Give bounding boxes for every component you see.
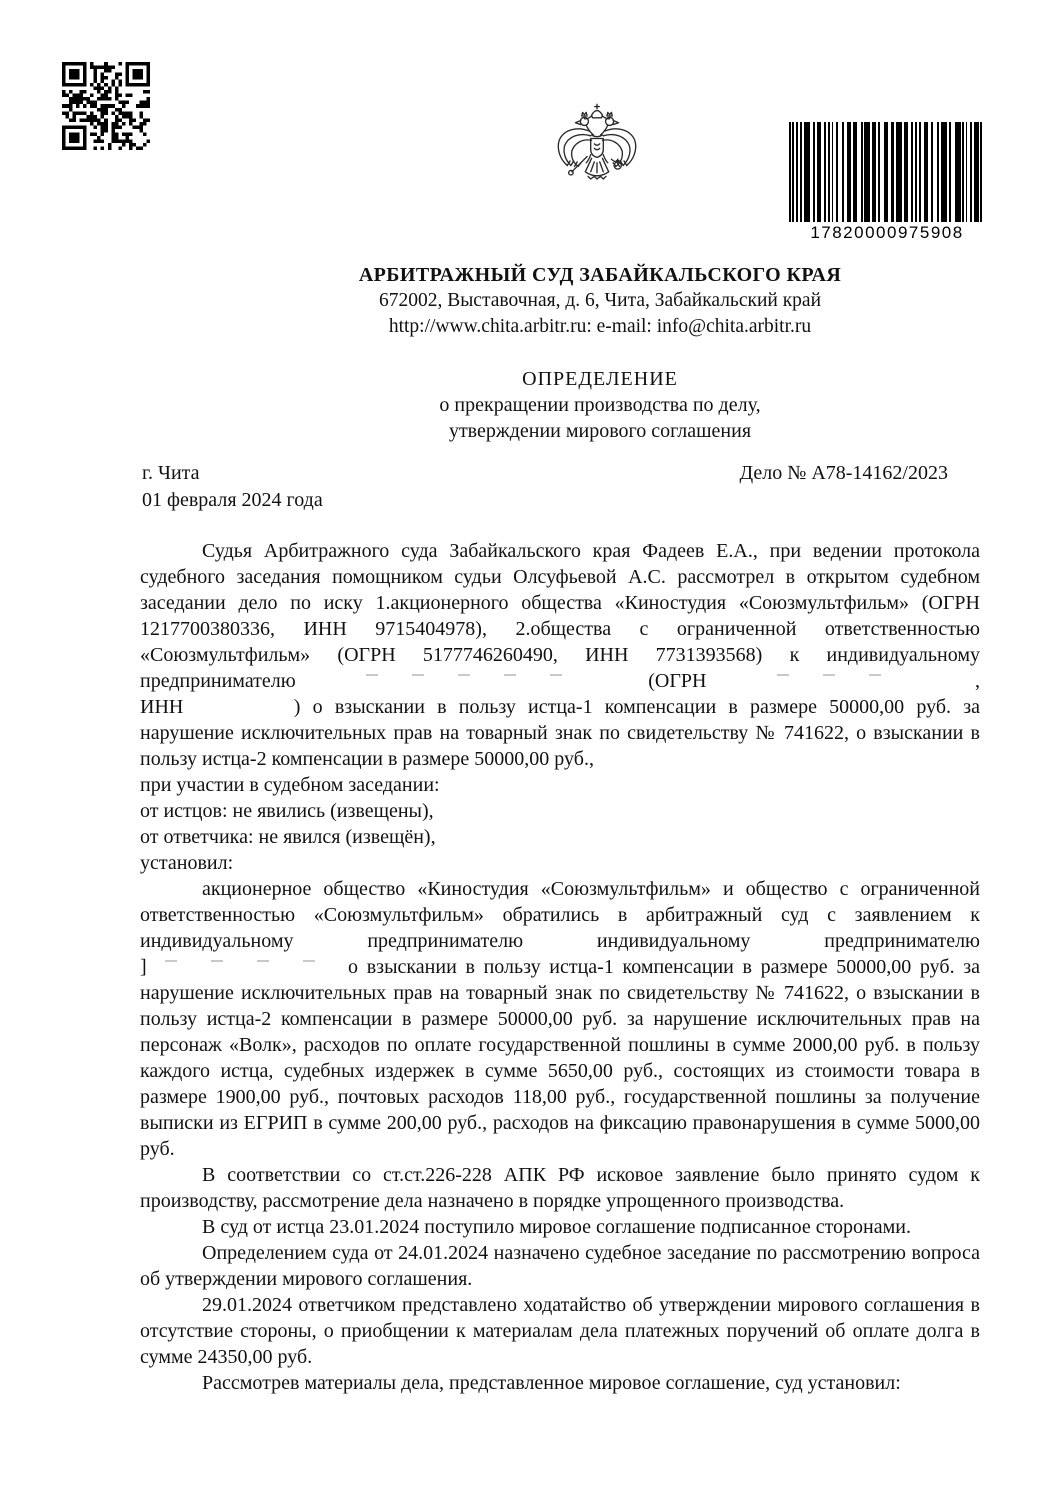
barcode-number: 17820000975908	[810, 223, 964, 242]
barcode-bars	[789, 122, 982, 222]
claims-text: ) о взыскании в пользу истца-1 компенсации в размере 50000,00 руб. за нарушение исключительных прав на товарный знак по свидетельству № 741622, о взыскании в пользу истца-2 компенсации в размере 50000,00 руб.,	[140, 696, 981, 770]
trailing-comma: ,	[975, 670, 981, 692]
claim-details-text: о взыскании в пользу истца-1 компенсации в размере 50000,00 руб. за нарушение исключительных прав на товарный знак по свидетельству № 741622, о взыскании в пользу истца-2 компенсации в размере 50000,00 руб. за нарушение исключительных прав на персонаж «Волк», расходов по оплате государственной пошлины в сумме 2000,00 руб. в пользу каждого истца, судебных издержек в сумме 5650,00 руб., состоящих из стоимости товара в размере 1900,00 руб., почтовых расходов 118,00 руб., государственной пошлины за получение выписки из ЕГРИП в сумме 200,00 руб., расходов на фиксацию правонарушения в сумме 5000,00 руб.	[140, 956, 981, 1160]
court-contacts: http://www.chita.arbitr.ru: e-mail: info@chita.arbitr.ru	[388, 316, 812, 337]
paragraph-settlement-received: В суд от истца 23.01.2024 поступило мировое соглашение подписанное сторонами.	[202, 1216, 911, 1238]
ogrn-label: (ОГРН	[648, 670, 707, 692]
inn-label: ИНН	[140, 696, 184, 718]
russia-coat-of-arms-icon	[552, 102, 642, 202]
case-info-row	[142, 462, 948, 485]
document-subtitle-2: утверждении мирового соглашения	[448, 420, 752, 442]
attendance-plaintiffs-line: от истцов: не явились (извещены),	[140, 800, 434, 822]
document-title	[165, 366, 1035, 444]
court-name: АРБИТРАЖНЫЙ СУД ЗАБАЙКАЛЬСКОГО КРАЯ	[358, 264, 842, 286]
attendance-defendant-line: от ответчика: не явился (извещён),	[140, 826, 436, 848]
paragraph-inn-claims	[140, 694, 980, 772]
redaction-bracket: ]	[140, 956, 147, 978]
paragraph-defendant-motion: 29.01.2024 ответчиком представлено ходатайство об утверждении мирового соглашения в отсутствие стороны, о приобщении к материалам дела платежных поручений об оплате долга в сумме 24350,00 руб.	[140, 1294, 980, 1368]
redacted-inn-value	[196, 699, 282, 713]
ruling-body	[140, 538, 980, 1396]
paragraph-apk-acceptance: В соответствии со ст.ст.226-228 АПК РФ исковое заявление было принято судом к производству, рассмотрение дела назначено в порядке упрощенного производства.	[140, 1164, 980, 1212]
judge-intro-text: Судья Арбитражного суда Забайкальского края Фадеев Е.А., при ведении протокола судебного заседания помощником судьи Олсуфьевой А.С. рассмотрел в открытом судебном заседании дело по иску 1.акционерного общества «Киностудия «Союзмультфильм» (ОГРН 1217700380336, ИНН 9715404978), 2.общества с ограниченной ответственностью «Союзмультфильм» (ОГРН 5177746260490, ИНН 7731393568) к индивидуальному предпринимателю	[140, 540, 980, 692]
redacted-ogrn-value	[767, 673, 915, 687]
city-label: г. Чита	[142, 462, 200, 484]
court-header	[165, 262, 1035, 340]
case-number: Дело № А78-14162/2023	[739, 462, 948, 484]
paragraph-hearing-scheduled: Определением суда от 24.01.2024 назначено судебное заседание по рассмотрению вопроса об утверждении мирового соглашения.	[140, 1242, 980, 1290]
document-subtitle-1: о прекращении производства по делу,	[439, 394, 761, 416]
barcode	[789, 122, 985, 243]
paragraph-claim-filing	[140, 876, 980, 954]
paragraph-claim-details	[140, 954, 980, 1162]
redacted-defendant-details	[155, 959, 339, 973]
qr-code	[62, 62, 150, 150]
court-address: 672002, Выставочная, д. 6, Чита, Забайкальский край	[378, 290, 822, 311]
paragraph-judge-intro	[140, 538, 980, 694]
document-type: ОПРЕДЕЛЕНИЕ	[522, 368, 678, 390]
redacted-entrepreneur-name	[356, 673, 588, 687]
paragraph-court-review: Рассмотрев материалы дела, представленное мировое соглашение, суд установил:	[202, 1372, 901, 1394]
established-label-line: установил:	[140, 852, 234, 874]
claim-filing-text: акционерное общество «Киностудия «Союзмультфильм» и общество с ограниченной ответственностью «Союзмультфильм» обратились в арбитражный суд с заявлением к индивидуальному предпринимателю индивидуальному предпринимателю	[140, 878, 980, 952]
document-date: 01 февраля 2024 года	[142, 489, 323, 511]
attendance-intro-line: при участии в судебном заседании:	[140, 774, 440, 796]
